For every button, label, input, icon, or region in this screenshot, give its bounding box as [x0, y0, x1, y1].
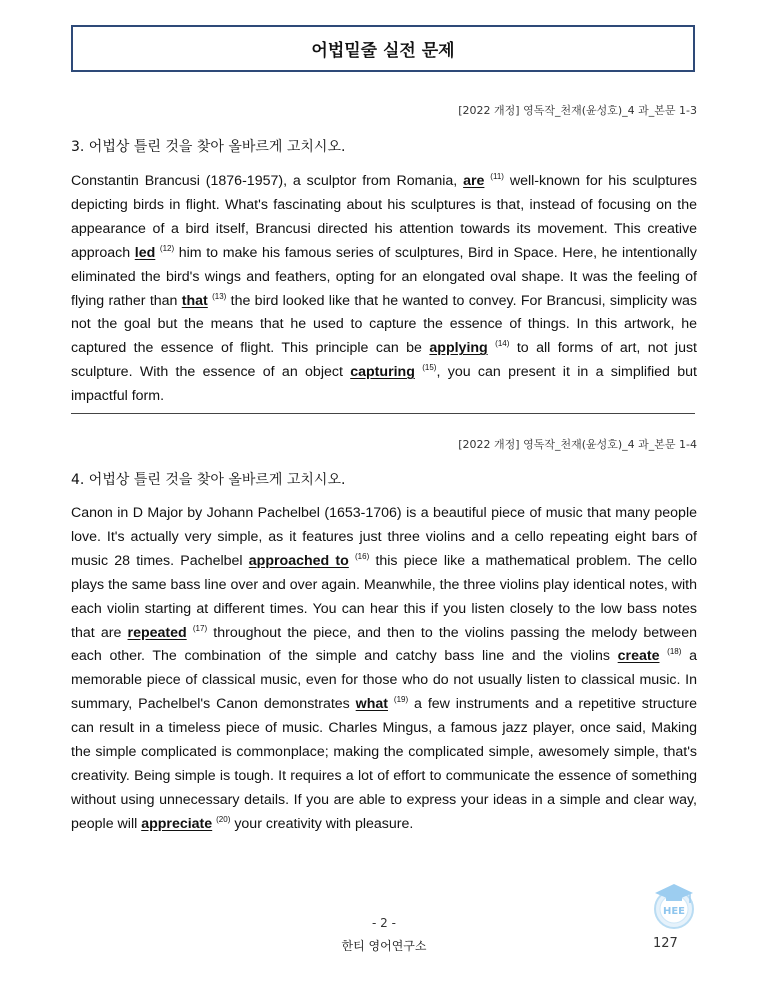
- underlined-word: appreciate: [141, 815, 213, 832]
- footer-page-count: 127: [653, 936, 678, 951]
- passage-segment: to all forms of art, not just sculpture. With the essence of an object: [71, 340, 698, 381]
- item-number: (12): [159, 243, 175, 253]
- passage-segment: Constantin Brancusi (1876-1957), a sculptor from Romania,: [71, 173, 464, 189]
- underlined-word: what: [355, 696, 388, 713]
- item-number: (19): [393, 695, 409, 705]
- passage-segment: the bird looked like that he wanted to convey. For Brancusi, simplicity was not the goal but the means that he used to capture the essence of things. In this artwork, he captured the essence of flight. This principle can be: [71, 292, 697, 357]
- underlined-word: repeated: [127, 624, 187, 641]
- item-number: (17): [192, 623, 208, 633]
- page-title: 어법밑줄 실전 문제: [71, 25, 695, 72]
- footer-organization: 한티 영어연구소: [341, 939, 427, 953]
- source-label: [2022 개정] 영독작_천재(윤성호)_4 과_본문 1-3: [458, 104, 697, 117]
- underlined-word: are: [463, 173, 485, 189]
- underlined-word: applying: [429, 340, 488, 357]
- passage-segment: a memorable piece of classical music, even for those who do not usually listen to classical music. In summary, Pachelbel's Canon demonstrates: [71, 648, 697, 713]
- item-number: (14): [495, 339, 510, 349]
- passage-segment: your creativity with pleasure.: [230, 815, 414, 832]
- question-heading: 4. 어법상 틀린 것을 찾아 올바르게 고치시오.: [71, 472, 346, 488]
- underlined-word: led: [134, 244, 156, 261]
- hee-logo-icon: [649, 879, 699, 931]
- passage-segment: Canon in D Major by Johann Pachelbel (1653-1706) is a beautiful piece of music that many people love. It's actually very simple, as it features just three violins and a cello repeating eight bars of music 28 times. Pachelbel: [71, 505, 697, 569]
- item-number: (15): [422, 363, 437, 373]
- passage-segment: a few instruments and a repetitive structure can result in a timeless piece of music. Charles Mingus, a famous jazz player, once said, Making the simple complicated is commonplace; making the complicated simple, awesomely simple, that's creativity. Being simple is tough. It requires a lot of effort to communicate the essence of something without using unnecessary details. If you are able to express your ideas in a simple and clear way, people will: [71, 696, 697, 832]
- item-number: (20): [216, 814, 231, 824]
- passage-segment: , you can present it in a simplified but impactful form.: [71, 364, 697, 405]
- item-number: (11): [490, 172, 504, 181]
- passage-text: [71, 170, 697, 409]
- question-heading: 3. 어법상 틀린 것을 찾아 올바르게 고치시오.: [71, 139, 346, 155]
- item-number: (16): [355, 551, 370, 561]
- underlined-word: approached to: [248, 552, 349, 569]
- passage-segment: well-known for his sculptures depicting birds in flight. What's fascinating about his sculptures is that, instead of focusing on the appearance of a bird itself, Brancusi directed his attention towards its movement. This creative approach: [71, 173, 697, 261]
- item-number: (18): [667, 647, 682, 657]
- passage-text: [71, 502, 697, 837]
- divider: [71, 413, 695, 414]
- underlined-word: create: [617, 648, 660, 665]
- source-label: [2022 개정] 영독작_천재(윤성호)_4 과_본문 1-4: [458, 438, 697, 451]
- item-number: (13): [212, 291, 227, 301]
- underlined-word: that: [181, 292, 208, 309]
- page-number: - 2 -: [372, 916, 396, 930]
- underlined-word: capturing: [350, 364, 415, 381]
- passage-segment: throughout the piece, and then to the violins passing the melody between each other. The combination of the simple and catchy bass line and the violins: [71, 624, 697, 665]
- logo-text: HEE: [662, 906, 686, 917]
- passage-segment: him to make his famous series of sculptures, Bird in Space. Here, he intentionally eliminated the bird's wings and feathers, opting for an elongated oval shape. It was the feeling of flying rather than: [71, 244, 697, 309]
- passage-segment: this piece like a mathematical problem. The cello plays the same bass line over and over again. Meanwhile, the three violins play identical notes, with each violin starting at different times. You can hear this if you listen closely to the low bass notes that are: [71, 552, 697, 641]
